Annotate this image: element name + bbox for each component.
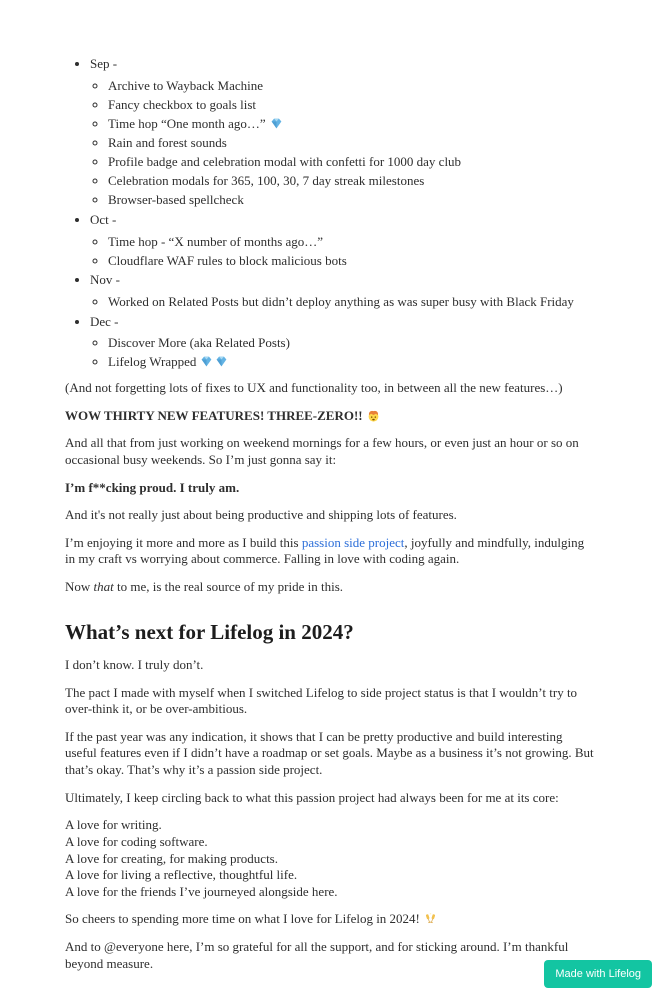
feature-item	[108, 154, 596, 171]
love-line: A love for coding software.	[65, 833, 208, 849]
month-features-dec	[90, 335, 596, 371]
feature-item	[108, 294, 596, 311]
ultimately-paragraph	[65, 790, 596, 807]
gem-icon	[200, 355, 213, 368]
feature-text: Profile badge and celebration modal with confetti for 1000 day club	[108, 154, 462, 170]
feature-text: Fancy checkbox to goals list	[108, 96, 257, 112]
wow-text: WOW THIRTY NEW FEATURES! THREE-ZERO!!	[65, 407, 363, 423]
love-line: A love for creating, for making products.	[65, 850, 278, 866]
dont-know-text: I don’t know. I truly don’t.	[65, 656, 204, 672]
month-label: Oct -	[90, 212, 117, 227]
exploding-head-emoji	[367, 409, 380, 422]
pride-pre-text: Now	[65, 579, 94, 594]
pride-emphasis-text: that	[93, 579, 114, 594]
month-features-sep	[90, 78, 596, 209]
month-item-sep	[90, 56, 596, 209]
feature-item	[108, 135, 596, 152]
feature-text: Worked on Related Posts but didn’t deploy anything as was super busy with Black Friday	[108, 294, 574, 309]
feature-text: Rain and forest sounds	[108, 135, 227, 150]
note-text: (And not forgetting lots of fixes to UX and functionality too, in between all the new features…)	[65, 380, 563, 395]
proud-paragraph	[65, 480, 596, 497]
dont-know-paragraph	[65, 657, 596, 674]
feature-text: Time hop “One month ago…”	[108, 115, 266, 131]
feature-item	[108, 234, 596, 251]
post-content	[65, 56, 596, 983]
month-item-dec	[90, 314, 596, 371]
month-item-oct	[90, 212, 596, 269]
feature-item	[108, 253, 596, 270]
clinking-glasses-emoji	[424, 912, 437, 925]
features-list	[65, 56, 596, 371]
month-features-oct	[90, 234, 596, 270]
pact-paragraph	[65, 685, 596, 718]
past-year-paragraph	[65, 729, 596, 779]
gem-icon	[270, 117, 283, 130]
passion-side-project-link[interactable]: passion side project	[301, 534, 405, 550]
month-item-nov	[90, 272, 596, 310]
effort-paragraph	[65, 435, 596, 468]
not-just-paragraph	[65, 507, 596, 524]
enjoying-paragraph	[65, 535, 596, 568]
grateful-paragraph	[65, 939, 596, 972]
effort-text: And all that from just working on weekend mornings for a few hours, or even just an hour or so on occasional busy weekends. So I’m just gonna say it:	[65, 435, 579, 467]
feature-item	[108, 354, 596, 371]
love-line: A love for writing.	[65, 817, 162, 833]
enjoying-post-text: , joyfully and mindfully, indulging in my craft vs worrying about commerce. Falling in love with coding again.	[65, 534, 585, 567]
month-label: Sep -	[90, 56, 118, 71]
month-features-nov	[90, 294, 596, 311]
made-with-lifelog-badge[interactable]: Made with Lifelog	[544, 960, 652, 988]
enjoying-pre-text: I’m enjoying it more and more as I build this	[65, 534, 302, 550]
note-paragraph	[65, 380, 596, 397]
pride-post-text: to me, is the real source of my pride in this.	[113, 579, 344, 594]
pact-text: The pact I made with myself when I switched Lifelog to side project status is that I wouldn’t try to over-think it, or be over-ambitious.	[65, 684, 578, 717]
feature-text: Lifelog Wrapped	[108, 354, 197, 370]
feature-text: Celebration modals for 365, 100, 30, 7 day streak milestones	[108, 173, 425, 189]
feature-item	[108, 173, 596, 190]
love-line: A love for living a reflective, thoughtful life.	[65, 867, 298, 883]
feature-text: Discover More (aka Related Posts)	[108, 335, 290, 351]
past-year-text: If the past year was any indication, it shows that I can be pretty productive and build interesting useful features even if I didn’t have a roadmap or set goals. Maybe as a business it’s not growing. But that’s okay. That’s why it’s a passion side project.	[65, 728, 594, 777]
love-line: A love for the friends I’ve journeyed alongside here.	[65, 883, 338, 899]
feature-text: Time hop - “X number of months ago…”	[108, 233, 324, 249]
month-label: Nov -	[90, 272, 120, 288]
cheers-paragraph	[65, 911, 596, 928]
feature-item	[108, 335, 596, 352]
not-just-text: And it's not really just about being productive and shipping lots of features.	[65, 507, 457, 523]
feature-text: Cloudflare WAF rules to block malicious bots	[108, 252, 347, 268]
feature-item	[108, 116, 596, 133]
gem-icon	[215, 355, 228, 368]
wow-paragraph	[65, 408, 596, 425]
feature-item	[108, 97, 596, 114]
feature-text: Browser-based spellcheck	[108, 192, 244, 208]
ultimately-text: Ultimately, I keep circling back to what this passion project had always been for me at its core:	[65, 789, 559, 805]
feature-text: Archive to Wayback Machine	[108, 77, 264, 93]
month-label: Dec -	[90, 313, 119, 329]
section-heading: What’s next for Lifelog in 2024?	[65, 619, 354, 644]
feature-item	[108, 192, 596, 209]
feature-item	[108, 78, 596, 95]
loves-block	[65, 817, 596, 900]
cheers-text: So cheers to spending more time on what I love for Lifelog in 2024!	[65, 911, 420, 927]
grateful-text: And to @everyone here, I’m so grateful for all the support, and for sticking around. I’m thankful beyond measure.	[65, 939, 569, 971]
proud-text: I’m f**cking proud. I truly am.	[65, 479, 240, 495]
pride-paragraph	[65, 579, 596, 596]
